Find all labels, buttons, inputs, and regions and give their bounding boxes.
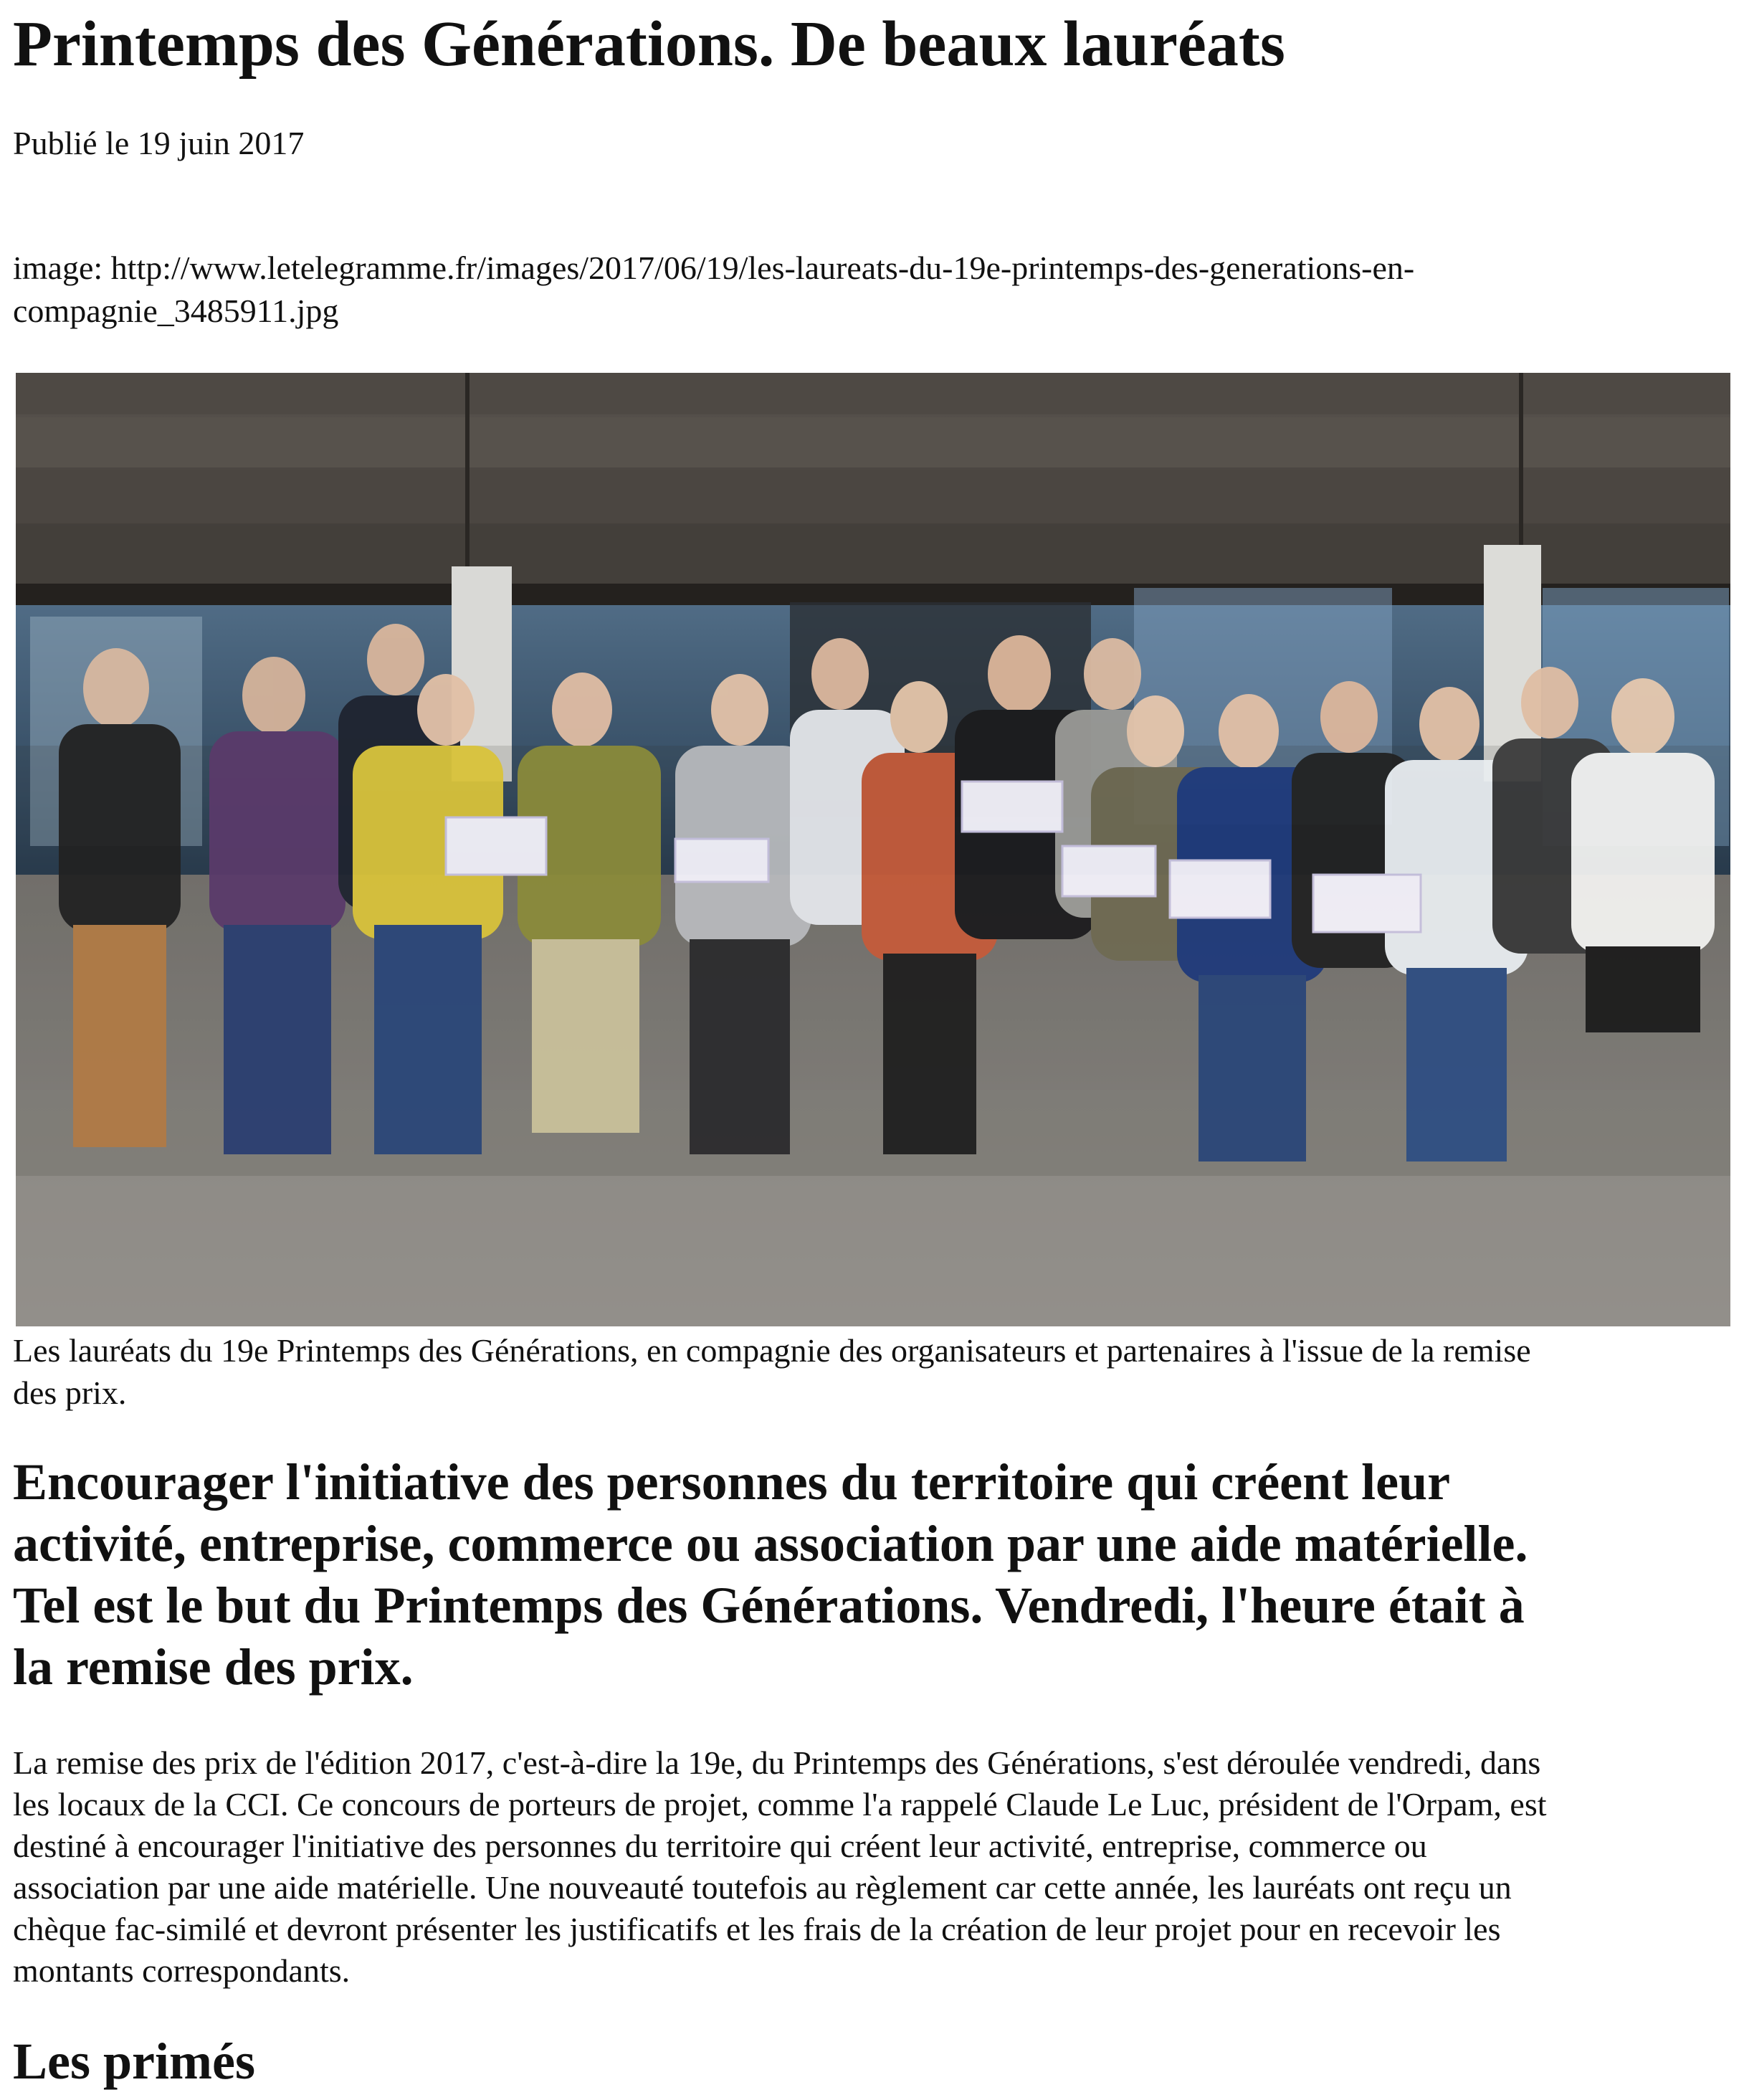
article-lede: Encourager l'initiative des personnes du territoire qui créent leur activité, entreprise, commerce ou association par une aide matérielle. Tel est le but du Printemps des Générations. Vendredi, l'heure était à la remise des prix. [13,1453,1528,1696]
photo-caption: Les lauréats du 19e Printemps des Générations, en compagnie des organisateurs et partenaires à l'issue de la remise des prix. [13,1332,1531,1411]
group-photo [16,373,1730,1326]
publication-date: Publié le 19 juin 2017 [13,125,305,161]
group-photo-illustration [16,373,1730,1326]
section-heading-primes: Les primés [13,2033,255,2090]
image-source-line: image: http://www.letelegramme.fr/images/2017/06/19/les-laureats-du-19e-printemps-des-generations-en-compagnie_3485911.jpg [13,250,1415,329]
article-title: Printemps des Générations. De beaux lauréats [13,9,1285,80]
article-body-paragraph: La remise des prix de l'édition 2017, c'est-à-dire la 19e, du Printemps des Générations, s'est déroulée vendredi, dans les locaux de la CCI. Ce concours de porteurs de projet, comme l'a rappelé Claude Le Luc, président de l'Orpam, est destiné à encourager l'initiative des personnes du territoire qui créent leur activité, entreprise, commerce ou association par une aide matérielle. Une nouveauté toutefois au règlement car cette année, les lauréats ont reçu un chèque fac-similé et devront présenter les justificatifs et les frais de la création de leur projet pour en recevoir les montants correspondants. [13,1744,1547,1989]
